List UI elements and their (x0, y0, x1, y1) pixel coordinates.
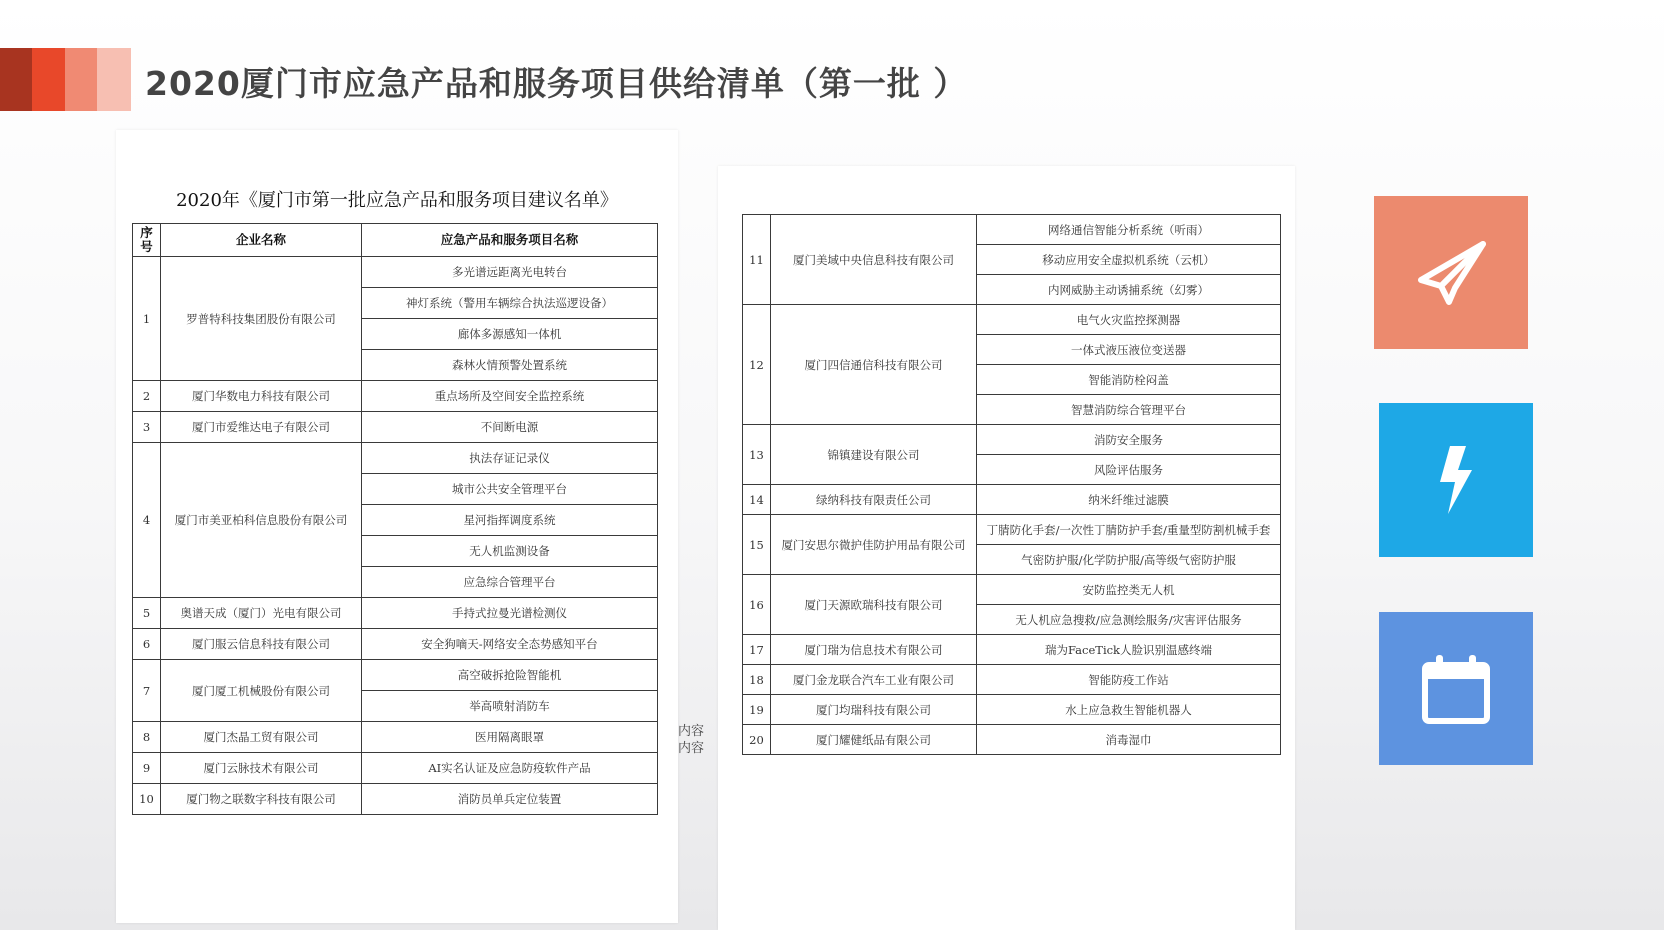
stray-text-line: 内容 (678, 741, 705, 756)
slide-title: 2020厦门市应急产品和服务项目供给清单（第一批 ） (145, 64, 968, 103)
company-name: 厦门四信通信科技有限公司 (771, 305, 977, 425)
header-company: 企业名称 (161, 224, 362, 257)
row-number: 13 (743, 425, 771, 485)
project-name: 安全狗嘀天-网络安全态势感知平台 (362, 629, 658, 660)
table-row (133, 722, 658, 753)
project-name: 高空破拆抢险智能机 (362, 660, 658, 691)
row-number: 7 (133, 660, 161, 722)
project-name: 消毒湿巾 (977, 725, 1281, 755)
row-number: 9 (133, 753, 161, 784)
company-name: 绿纳科技有限责任公司 (771, 485, 977, 515)
company-name: 厦门市美亚柏科信息股份有限公司 (161, 443, 362, 598)
project-name: 执法存证记录仪 (362, 443, 658, 474)
company-name: 厦门瑞为信息技术有限公司 (771, 635, 977, 665)
row-number: 8 (133, 722, 161, 753)
table-row (133, 784, 658, 815)
project-name: 纳米纤维过滤膜 (977, 485, 1281, 515)
project-name: 不间断电源 (362, 412, 658, 443)
project-name: 重点场所及空间安全监控系统 (362, 381, 658, 412)
company-name: 罗普特科技集团股份有限公司 (161, 257, 362, 381)
project-name: AI实名认证及应急防疫软件产品 (362, 753, 658, 784)
project-name: 一体式液压液位变送器 (977, 335, 1281, 365)
accent-bar-1 (0, 48, 32, 111)
table-row (743, 515, 1281, 545)
project-name: 应急综合管理平台 (362, 567, 658, 598)
lightning-bolt-icon (1436, 444, 1476, 516)
table-row (743, 665, 1281, 695)
table-row (743, 635, 1281, 665)
row-number: 12 (743, 305, 771, 425)
project-name: 水上应急救生智能机器人 (977, 695, 1281, 725)
accent-bar-4 (97, 48, 131, 111)
document-page-1 (116, 130, 678, 923)
table-row (133, 443, 658, 474)
row-number: 10 (133, 784, 161, 815)
company-name: 厦门金龙联合汽车工业有限公司 (771, 665, 977, 695)
project-name: 智能防疫工作站 (977, 665, 1281, 695)
table-row (743, 305, 1281, 335)
table-row (133, 257, 658, 288)
calendar-tile[interactable] (1379, 612, 1533, 765)
company-name: 厦门天源欧瑞科技有限公司 (771, 575, 977, 635)
header-project: 应急产品和服务项目名称 (362, 224, 658, 257)
company-name: 厦门均瑞科技有限公司 (771, 695, 977, 725)
company-name: 锦镇建设有限公司 (771, 425, 977, 485)
company-name: 厦门物之联数字科技有限公司 (161, 784, 362, 815)
row-number: 20 (743, 725, 771, 755)
project-name: 智慧消防综合管理平台 (977, 395, 1281, 425)
table-row (133, 753, 658, 784)
project-name: 神灯系统（警用车辆综合执法巡逻设备） (362, 288, 658, 319)
table-row (133, 598, 658, 629)
company-name: 厦门华数电力科技有限公司 (161, 381, 362, 412)
accent-bar-3 (65, 48, 97, 111)
table-row (133, 629, 658, 660)
project-name: 智能消防栓闷盖 (977, 365, 1281, 395)
project-name: 森林火情预警处置系统 (362, 350, 658, 381)
project-name: 医用隔离眼罩 (362, 722, 658, 753)
project-name: 廊体多源感知一体机 (362, 319, 658, 350)
table-row (743, 425, 1281, 455)
project-name: 无人机应急搜救/应急测绘服务/灾害评估服务 (977, 605, 1281, 635)
project-name: 移动应用安全虚拟机系统（云机） (977, 245, 1281, 275)
paper-plane-icon (1415, 240, 1487, 306)
project-name: 丁腈防化手套/一次性丁腈防护手套/重量型防割机械手套 (977, 515, 1281, 545)
row-number: 17 (743, 635, 771, 665)
company-name: 厦门安思尔微护佳防护用品有限公司 (771, 515, 977, 575)
company-name: 厦门美域中央信息科技有限公司 (771, 215, 977, 305)
stray-text (678, 723, 704, 757)
recommendation-table-1 (132, 223, 658, 815)
row-number: 14 (743, 485, 771, 515)
project-name: 城市公共安全管理平台 (362, 474, 658, 505)
project-name: 瑞为FaceTick人脸识别温感终端 (977, 635, 1281, 665)
project-name: 消防员单兵定位装置 (362, 784, 658, 815)
row-number: 4 (133, 443, 161, 598)
calendar-icon (1421, 653, 1491, 725)
table-row (743, 575, 1281, 605)
project-name: 星河指挥调度系统 (362, 505, 658, 536)
accent-bar-2 (32, 48, 65, 111)
recommendation-table-2 (742, 214, 1281, 755)
stray-text-line: 内容 (678, 724, 705, 739)
company-name: 厦门市爱维达电子有限公司 (161, 412, 362, 443)
row-number: 19 (743, 695, 771, 725)
header-number: 序号 (133, 224, 161, 257)
project-name: 网络通信智能分析系统（听雨） (977, 215, 1281, 245)
project-name: 举高喷射消防车 (362, 691, 658, 722)
row-number: 1 (133, 257, 161, 381)
project-name: 风险评估服务 (977, 455, 1281, 485)
company-name: 奥谱天成（厦门）光电有限公司 (161, 598, 362, 629)
lightning-tile[interactable] (1379, 403, 1533, 557)
row-number: 18 (743, 665, 771, 695)
table-row (133, 412, 658, 443)
company-name: 厦门杰晶工贸有限公司 (161, 722, 362, 753)
company-name: 厦门服云信息科技有限公司 (161, 629, 362, 660)
table-row (743, 725, 1281, 755)
document-title: 2020年《厦门市第一批应急产品和服务项目建议名单》 (176, 190, 618, 211)
row-number: 15 (743, 515, 771, 575)
project-name: 安防监控类无人机 (977, 575, 1281, 605)
company-name: 厦门云脉技术有限公司 (161, 753, 362, 784)
row-number: 11 (743, 215, 771, 305)
row-number: 2 (133, 381, 161, 412)
row-number: 3 (133, 412, 161, 443)
project-name: 内网威胁主动诱捕系统（幻雾） (977, 275, 1281, 305)
table-row (133, 660, 658, 691)
project-name: 多光谱远距离光电转台 (362, 257, 658, 288)
table-row (133, 381, 658, 412)
paper-plane-tile[interactable] (1374, 196, 1528, 349)
company-name: 厦门耀健纸品有限公司 (771, 725, 977, 755)
row-number: 6 (133, 629, 161, 660)
accent-bars (0, 48, 131, 111)
project-name: 电气火灾监控探测器 (977, 305, 1281, 335)
table-row (743, 215, 1281, 245)
document-page-2 (718, 166, 1295, 930)
project-name: 无人机监测设备 (362, 536, 658, 567)
project-name: 消防安全服务 (977, 425, 1281, 455)
project-name: 手持式拉曼光谱检测仪 (362, 598, 658, 629)
row-number: 16 (743, 575, 771, 635)
table-row (743, 485, 1281, 515)
company-name: 厦门厦工机械股份有限公司 (161, 660, 362, 722)
table-row (743, 695, 1281, 725)
project-name: 气密防护服/化学防护服/高等级气密防护服 (977, 545, 1281, 575)
row-number: 5 (133, 598, 161, 629)
